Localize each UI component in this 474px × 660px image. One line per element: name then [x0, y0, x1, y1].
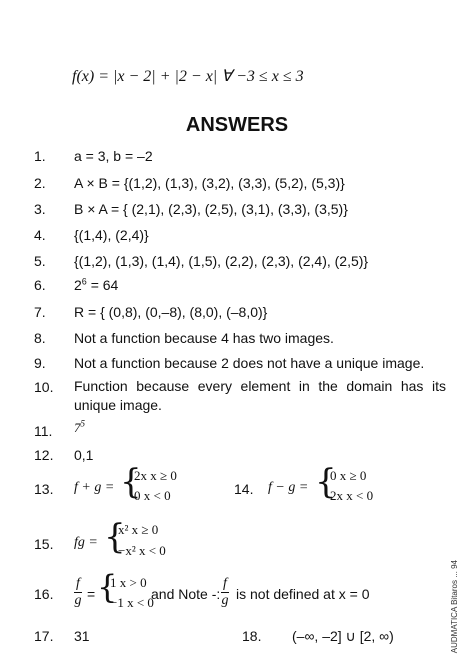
answer-text: a = 3, b = –2 [74, 148, 153, 164]
page-title: ANSWERS [185, 114, 289, 136]
power-exponent: 6 [81, 276, 87, 287]
answer-number: 9. [34, 355, 46, 371]
fraction-numerator: f [76, 576, 80, 591]
piecewise-case: −x² x < 0 [118, 543, 166, 558]
answer-number: 7. [34, 304, 46, 320]
power-base: 7 [74, 420, 81, 435]
fraction-f-over-g [221, 576, 229, 609]
equals-sign: = [87, 586, 96, 602]
answer-text: 0,1 [74, 447, 94, 463]
answer-text: {(1,2), (1,3), (1,4), (1,5), (2,2), (2,3), (2,4), (2,5)} [74, 253, 369, 269]
answer-text: A × B = {(1,2), (1,3), (3,2), (3,3), (5,2), (5,3)} [74, 175, 345, 191]
answer-number: 5. [34, 253, 46, 269]
fraction-f-over-g [74, 576, 82, 609]
left-brace-icon: { [104, 517, 126, 557]
answer-text: R = { (0,8), (0,–8), (8,0), (–8,0)} [74, 304, 268, 320]
answer-number: 15. [34, 536, 54, 552]
answer-number: 12. [34, 447, 54, 463]
answer-number: 13. [34, 481, 54, 497]
piecewise-case: 2x x ≥ 0 [134, 468, 177, 483]
answer-number: 8. [34, 330, 46, 346]
answer-text: 31 [74, 628, 90, 644]
answer-number: 14. [234, 481, 254, 497]
answer-number: 2. [34, 175, 46, 191]
note-label: and Note -: [151, 586, 221, 602]
left-brace-icon: { [120, 462, 142, 502]
answer-number: 17. [34, 628, 54, 644]
answer-text: Not a function because 4 has two images. [74, 330, 334, 346]
piecewise-lhs: f + g = [74, 480, 115, 495]
top-formula: f(x) = |x − 2| + |2 − x| ∀ −3 ≤ x ≤ 3 [72, 68, 304, 85]
piecewise-lhs: fg = [74, 535, 98, 550]
answer-text [74, 420, 85, 436]
answer-number: 11. [34, 423, 53, 439]
answer-number: 18. [242, 628, 262, 644]
answer-number: 3. [34, 201, 46, 217]
piecewise-case: x² x ≥ 0 [118, 522, 159, 537]
piecewise-case: 2x x < 0 [330, 488, 374, 503]
fraction-numerator: f [223, 576, 227, 591]
fraction-denominator: g [74, 593, 82, 608]
answer-text: {(1,4), (2,4)} [74, 227, 149, 243]
answer-text: Function because every element in the domain has its unique image. [74, 378, 446, 413]
left-brace-icon: { [315, 462, 337, 502]
piecewise-lhs: f − g = [268, 480, 309, 495]
piecewise-case: 0 x ≥ 0 [330, 468, 367, 483]
answer-number: 10. [34, 379, 54, 395]
answer-number: 16. [34, 586, 54, 602]
note-text: is not defined at x = 0 [236, 586, 370, 602]
answer-text: B × A = { (2,1), (2,3), (2,5), (3,1), (3,3), (3,5)} [74, 201, 348, 217]
answer-text [74, 277, 118, 293]
answer-text: Not a function because 2 does not have a unique image. [74, 355, 425, 371]
piecewise-case: 1 x > 0 [110, 575, 147, 590]
power-exponent: 5 [80, 418, 85, 429]
fraction-denominator: g [221, 593, 229, 608]
answer-number: 6. [34, 277, 46, 293]
power-result: = 64 [86, 277, 119, 293]
piecewise-case: −1 x < 0 [110, 595, 154, 610]
answer-number: 1. [34, 148, 46, 164]
answer-number: 4. [34, 227, 46, 243]
piecewise-case: 0 x < 0 [134, 488, 171, 503]
power-base: 2 [74, 277, 82, 293]
answer-text: (–∞, –2] ∪ [2, ∞) [292, 628, 394, 644]
side-watermark-text: AUDMATICA Bitaros ... 94 [450, 560, 459, 654]
left-brace-icon: { [97, 568, 118, 606]
